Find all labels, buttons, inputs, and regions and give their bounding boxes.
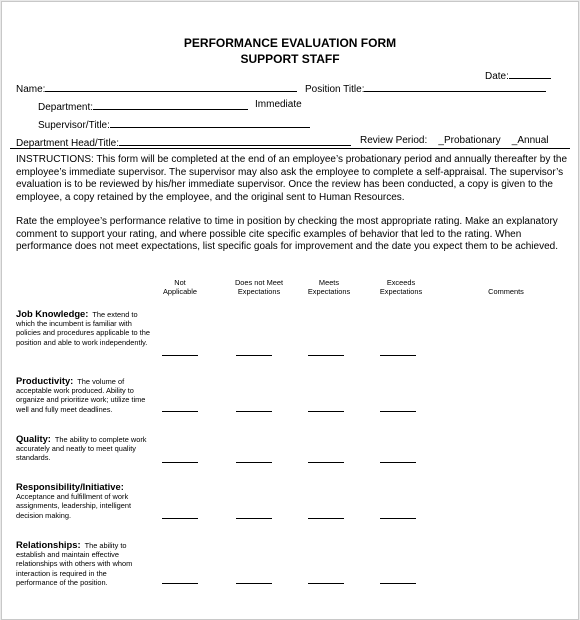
- column-header-meets: [298, 279, 360, 296]
- criterion-title: Relationships:: [16, 539, 81, 550]
- rating-blank-does-not-meet[interactable]: [236, 411, 272, 412]
- supervisor-title-label: Supervisor/Title:: [38, 120, 110, 131]
- rating-blank-meets[interactable]: [308, 583, 344, 584]
- department-head-field[interactable]: [16, 135, 351, 149]
- column-header-exceeds: [368, 279, 434, 296]
- rating-blank-does-not-meet[interactable]: [236, 583, 272, 584]
- criterion-quality: [16, 434, 154, 463]
- rating-instructions-paragraph: [16, 216, 576, 254]
- column-header-line: Applicable: [162, 286, 198, 296]
- review-period-label: Review Period:: [360, 135, 428, 146]
- immediate-label: Immediate: [255, 99, 302, 110]
- rating-blank-exceeds[interactable]: [380, 411, 416, 412]
- rating-blank-exceeds[interactable]: [380, 583, 416, 584]
- date-label: Date:: [485, 71, 509, 82]
- criterion-description: The extend to which the incumbent is familiar with policies and procedures applicable to the position and able to work independently.: [16, 310, 150, 347]
- criterion-description: The ability to complete work accurately and neatly to meet quality standards.: [16, 435, 147, 463]
- department-head-input-line[interactable]: [119, 135, 351, 146]
- department-label: Department:: [38, 102, 94, 113]
- rating-blank-not-applicable[interactable]: [162, 462, 198, 463]
- rating-blank-meets[interactable]: [308, 355, 344, 356]
- annual-option[interactable]: _Annual: [511, 135, 549, 146]
- review-period-field: [360, 135, 548, 146]
- rating-blank-not-applicable[interactable]: [162, 518, 198, 519]
- criterion-productivity: [16, 376, 154, 414]
- criterion-description: The ability to establish and maintain effective relationships with others with whom interaction is required in the performance of the position.: [16, 541, 133, 587]
- rating-blank-exceeds[interactable]: [380, 462, 416, 463]
- criterion-relationships: [16, 540, 148, 587]
- rating-blank-meets[interactable]: [308, 518, 344, 519]
- column-header-comments: [476, 288, 536, 297]
- probationary-option[interactable]: _Probationary: [438, 135, 501, 146]
- criterion-description: Acceptance and fulfillment of work assignments, leadership, intelligent decision making.: [16, 492, 132, 520]
- position-title-input-line[interactable]: [364, 81, 546, 92]
- instructions-line: employee, a copy retained by the employee, and the original sent to Human Resources.: [16, 191, 405, 203]
- column-header-line: Expectations: [307, 286, 351, 296]
- department-field[interactable]: [38, 99, 248, 113]
- position-title-field[interactable]: [305, 81, 546, 95]
- column-header-line: Meets: [318, 278, 340, 287]
- rating-blank-exceeds[interactable]: [380, 518, 416, 519]
- rating-blank-meets[interactable]: [308, 411, 344, 412]
- evaluation-form-page: [1, 1, 579, 620]
- form-subtitle: SUPPORT STAFF: [240, 52, 340, 66]
- rating-blank-not-applicable[interactable]: [162, 355, 198, 356]
- department-input-line[interactable]: [93, 99, 248, 110]
- rating-blank-not-applicable[interactable]: [162, 411, 198, 412]
- date-field[interactable]: [485, 68, 551, 82]
- criterion-description: The volume of acceptable work produced. Ability to organize and prioritize work; utilize time well and fully meet deadlines.: [16, 377, 146, 414]
- form-title: PERFORMANCE EVALUATION FORM: [183, 36, 397, 50]
- column-header-line: Expectations: [379, 286, 423, 296]
- column-header-line: Exceeds: [386, 278, 416, 287]
- criterion-title: Productivity:: [16, 375, 74, 386]
- date-input-line[interactable]: [509, 68, 551, 79]
- name-field[interactable]: [16, 81, 297, 95]
- rating-instructions-line: Rate the employee’s performance relative to time in position by checking the most appropriate rating. Make an explanatory: [16, 216, 558, 227]
- column-header-line: Not: [174, 278, 186, 287]
- column-header-line: Comments: [488, 287, 524, 296]
- column-header-line: Expectations: [237, 286, 281, 296]
- criterion-job-knowledge: [16, 309, 154, 347]
- instructions-line: employee’s immediate supervisor. The supervisor may also ask the employee to complete a self-appraisal. The supervisor’s: [16, 166, 564, 178]
- criterion-title: Responsibility/Initiative:: [16, 481, 124, 492]
- header-divider: [10, 148, 570, 149]
- criterion-responsibility-initiative: [16, 482, 150, 520]
- department-head-label: Department Head/Title:: [16, 138, 120, 149]
- instructions-line: INSTRUCTIONS: This form will be completed at the end of an employee’s probationary period and annually thereafter by the: [16, 154, 568, 165]
- rating-blank-meets[interactable]: [308, 462, 344, 463]
- instructions-paragraph: [16, 154, 576, 204]
- rating-blank-does-not-meet[interactable]: [236, 462, 272, 463]
- supervisor-title-field[interactable]: [38, 117, 310, 131]
- rating-instructions-line: comment to support your rating, and where possible cite specific examples of behavior that led to the rating. When: [16, 228, 522, 240]
- column-header-does-not-meet: [224, 279, 294, 296]
- position-title-label: Position Title:: [305, 84, 365, 95]
- rating-instructions-line: performance does not meet expectations, list specific goals for improvement and the date you expect them to be achieved.: [16, 241, 558, 253]
- column-header-line: Does not Meet: [234, 278, 284, 287]
- instructions-line: evaluation is to be reviewed by his/her immediate supervisor. Once the review has been conducted, a copy is given to the: [16, 179, 553, 191]
- column-header-not-applicable: [152, 279, 208, 296]
- rating-blank-does-not-meet[interactable]: [236, 355, 272, 356]
- criterion-title: Job Knowledge:: [16, 308, 89, 319]
- criterion-title: Quality:: [16, 433, 51, 444]
- supervisor-title-input-line[interactable]: [110, 117, 310, 128]
- rating-blank-exceeds[interactable]: [380, 355, 416, 356]
- rating-blank-not-applicable[interactable]: [162, 583, 198, 584]
- rating-blank-does-not-meet[interactable]: [236, 518, 272, 519]
- name-label: Name:: [16, 84, 46, 95]
- name-input-line[interactable]: [45, 81, 297, 92]
